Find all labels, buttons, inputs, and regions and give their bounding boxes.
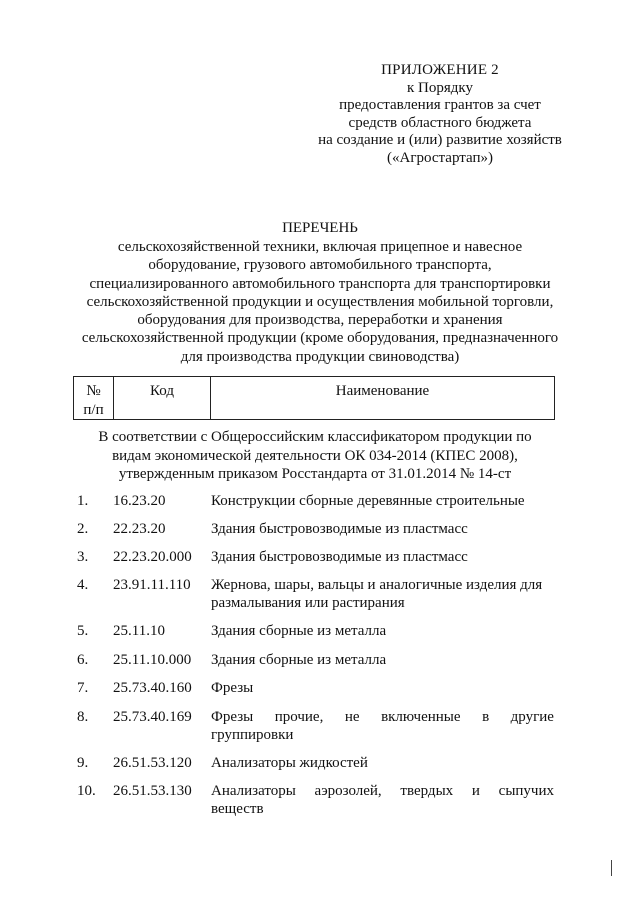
item-name-word: и — [471, 783, 480, 799]
item-number: 10. — [77, 783, 96, 799]
item-name-line: размалывания или растирания — [211, 595, 405, 611]
subtitle-line: оборудование, грузового автомобильного транспорта, — [148, 257, 492, 274]
item-name: Здания сборные из металла — [211, 623, 387, 639]
item-name-line — [211, 782, 554, 800]
item-name — [211, 708, 554, 744]
header-cell-name: Наименование — [335, 383, 430, 399]
item-name: Конструкции сборные деревянные строительные — [211, 493, 525, 509]
item-name — [211, 576, 554, 612]
annex-title: ПРИЛОЖЕНИЕ 2 — [381, 62, 499, 78]
document-heading — [40, 218, 600, 366]
document-title: ПЕРЕЧЕНЬ — [282, 220, 358, 236]
item-name-word: другие — [510, 709, 554, 725]
classifier-note — [60, 428, 570, 484]
item-name: Здания быстровозводимые из пластмасс — [211, 521, 468, 537]
item-code: 26.51.53.120 — [113, 755, 192, 771]
item-name-line — [211, 708, 554, 726]
item-code: 25.73.40.169 — [113, 709, 192, 725]
annex-line: к Порядку — [407, 79, 473, 96]
item-number: 6. — [77, 652, 89, 668]
item-number: 9. — [77, 755, 89, 771]
annex-line: средств областного бюджета — [348, 114, 532, 131]
item-code: 23.91.11.110 — [113, 577, 191, 593]
item-number: 8. — [77, 709, 89, 725]
item-name-word: не — [344, 709, 360, 725]
item-number: 3. — [77, 549, 89, 565]
header-number-symbol: № — [86, 383, 101, 399]
subtitle-line: для производства продукции свиноводства) — [180, 348, 460, 365]
classifier-line: утвержденным приказом Росстандарта от 31.01.2014 № 14-ст — [118, 466, 512, 482]
annex-header — [300, 62, 580, 167]
item-code: 22.23.20.000 — [113, 549, 192, 565]
item-name-word: включенные — [381, 709, 461, 725]
item-code: 25.11.10.000 — [113, 652, 192, 668]
item-name-line: веществ — [211, 801, 264, 817]
annex-line: предоставления грантов за счет — [339, 97, 541, 113]
item-name-word: сыпучих — [498, 783, 554, 799]
subtitle-line: специализированного автомобильного транспорта для транспортировки — [89, 275, 551, 292]
subtitle-line: сельскохозяйственной продукции (кроме оборудования, предназначенного — [81, 330, 559, 347]
item-name-word: аэрозолей, — [314, 783, 382, 799]
item-code: 26.51.53.130 — [113, 783, 192, 799]
item-code: 25.73.40.160 — [113, 680, 192, 696]
item-name-word: Анализаторы — [211, 783, 296, 799]
item-number: 2. — [77, 521, 89, 537]
document-subtitle — [40, 238, 600, 366]
item-name: Здания сборные из металла — [211, 652, 387, 668]
header-cell-number — [74, 377, 114, 419]
item-number: 7. — [77, 680, 89, 696]
header-cell-code: Код — [114, 377, 211, 419]
item-number: 4. — [77, 577, 89, 593]
item-number: 5. — [77, 623, 89, 639]
classifier-line: В соответствии с Общероссийским классификатором продукции по — [98, 429, 532, 445]
item-name: Фрезы — [211, 680, 254, 696]
item-code: 16.23.20 — [113, 493, 166, 509]
item-name-line: Жернова, шары, вальцы и аналогичные изделия для — [211, 577, 543, 593]
item-code: 25.11.10 — [113, 623, 165, 639]
item-name-word: твердых — [400, 783, 454, 799]
item-name-word: Фрезы — [211, 709, 254, 725]
item-name-word: в — [482, 709, 490, 725]
subtitle-line: оборудования для производства, переработки и хранения — [137, 312, 503, 329]
annex-line: на создание и (или) развитие хозяйств — [318, 132, 562, 148]
classifier-line: видам экономической деятельности ОК 034-2014 (КПЕС 2008), — [112, 447, 518, 464]
item-name: Здания быстровозводимые из пластмасс — [211, 549, 468, 565]
scan-artifact — [611, 860, 612, 876]
item-name — [211, 782, 554, 818]
item-number: 1. — [77, 493, 89, 509]
item-name: Анализаторы жидкостей — [211, 755, 368, 771]
subtitle-line: сельскохозяйственной продукции и осуществления мобильной торговли, — [86, 293, 554, 310]
item-code: 22.23.20 — [113, 521, 166, 537]
header-number-abbr: п/п — [83, 402, 104, 418]
item-name-line: группировки — [211, 727, 294, 743]
item-name-word: прочие, — [274, 709, 324, 725]
table-header — [73, 376, 555, 420]
annex-line: («Агростартап») — [387, 149, 493, 166]
subtitle-line: сельскохозяйственной техники, включая прицепное и навесное — [117, 239, 523, 255]
